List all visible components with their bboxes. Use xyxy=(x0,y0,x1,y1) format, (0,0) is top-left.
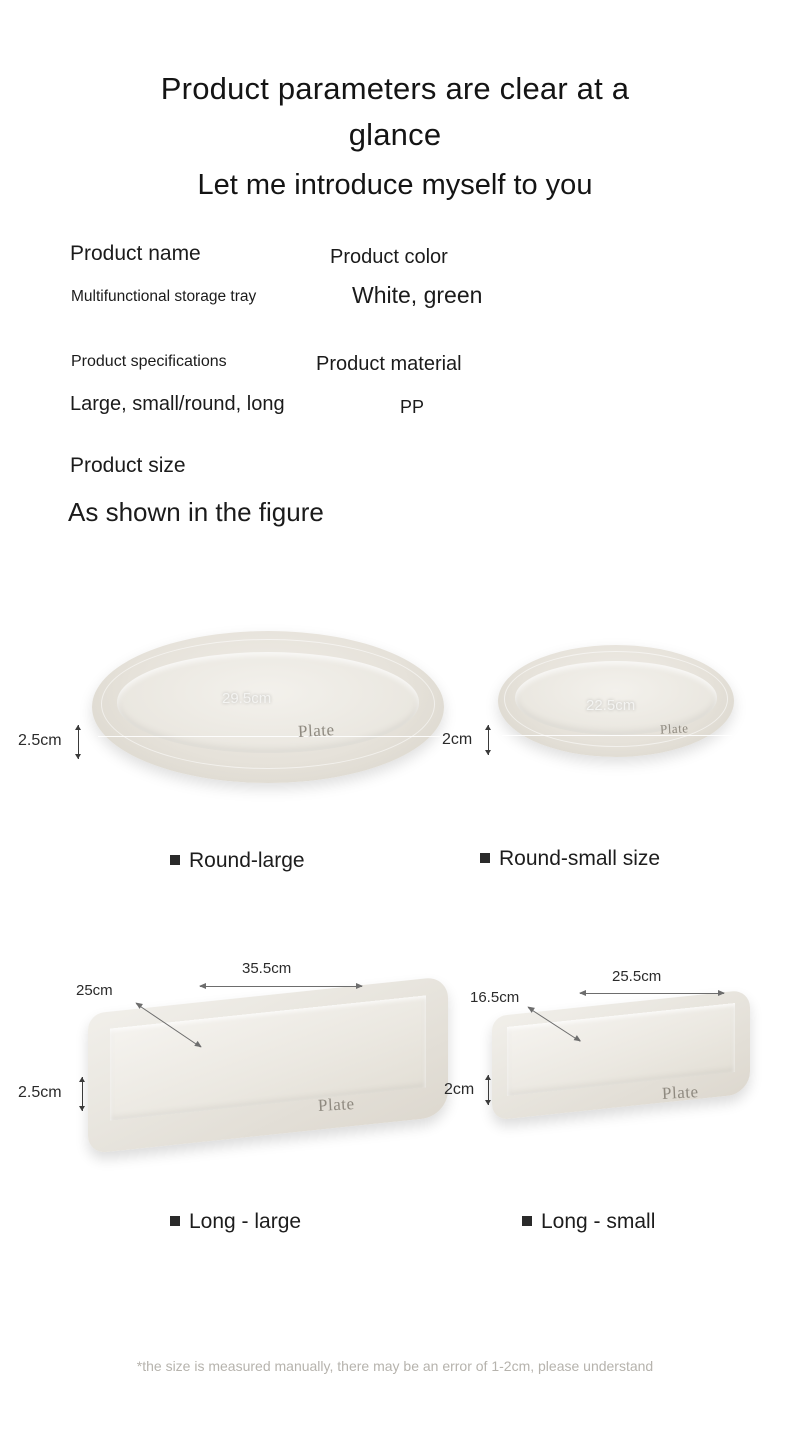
caption-round-small-text: Round-small size xyxy=(499,847,661,870)
round-large-diameter-line xyxy=(98,736,440,737)
round-small-brand-mark: Plate xyxy=(659,720,689,737)
caption-round-large-text: Round-large xyxy=(189,849,305,872)
spec-list xyxy=(0,232,790,532)
long-large-height-label: 2.5cm xyxy=(18,1084,62,1101)
figure-group xyxy=(0,585,790,1285)
figure-round-large xyxy=(18,605,460,835)
long-large-brand-mark: Plate xyxy=(317,1094,355,1115)
bullet-square-icon xyxy=(170,855,180,865)
round-large-plate-illustration xyxy=(92,631,444,783)
spec-value-product-size: As shown in the figure xyxy=(68,497,324,527)
long-small-length-label: 25.5cm xyxy=(612,968,662,985)
round-large-height-arrow xyxy=(78,725,79,759)
measurement-disclaimer: *the size is measured manually, there may be an error of 1-2cm, please understand xyxy=(136,1358,654,1374)
long-large-length-arrow xyxy=(200,986,362,987)
round-small-height-label: 2cm xyxy=(442,731,473,748)
bullet-square-icon xyxy=(170,1216,180,1226)
round-small-height-arrow xyxy=(488,725,489,755)
spec-label-product-name: Product name xyxy=(70,242,201,265)
long-large-length-label: 35.5cm xyxy=(242,960,292,977)
round-large-diameter-label: 29.5cm xyxy=(222,690,272,707)
spec-label-product-color: Product color xyxy=(330,246,448,268)
spec-value-product-material: PP xyxy=(400,397,425,417)
spec-value-product-color: White, green xyxy=(352,282,483,308)
long-small-height-arrow xyxy=(488,1075,489,1105)
spec-value-product-specifications: Large, small/round, long xyxy=(70,393,285,415)
long-small-brand-mark: Plate xyxy=(661,1082,699,1103)
long-large-inner-face xyxy=(110,995,427,1121)
spec-label-product-material: Product material xyxy=(316,353,462,375)
spec-label-product-specifications: Product specifications xyxy=(71,353,227,370)
long-large-height-arrow xyxy=(82,1077,83,1111)
long-large-width-label: 25cm xyxy=(76,982,113,999)
long-small-length-arrow xyxy=(580,993,724,994)
round-small-diameter-label: 22.5cm xyxy=(586,697,636,714)
caption-round-small xyxy=(480,847,660,871)
figure-long-small xyxy=(444,965,780,1175)
spec-value-product-name: Multifunctional storage tray xyxy=(71,288,257,305)
spec-label-product-size: Product size xyxy=(70,454,186,477)
round-small-diameter-line xyxy=(502,735,732,736)
caption-round-large xyxy=(170,849,305,873)
bullet-square-icon xyxy=(480,853,490,863)
page-title-line2: glance xyxy=(348,117,442,152)
caption-long-small-text: Long - small xyxy=(541,1210,656,1233)
figure-round-small xyxy=(442,605,770,835)
figure-long-large xyxy=(18,955,470,1175)
long-small-height-label: 2cm xyxy=(444,1081,475,1098)
page-title xyxy=(0,66,790,158)
long-small-width-label: 16.5cm xyxy=(470,989,520,1006)
caption-long-large xyxy=(170,1210,301,1234)
round-large-height-label: 2.5cm xyxy=(18,732,62,749)
page-title-line1: Product parameters are clear at a xyxy=(160,71,630,106)
round-large-brand-mark: Plate xyxy=(297,720,335,741)
bullet-square-icon xyxy=(522,1216,532,1226)
caption-long-small xyxy=(522,1210,655,1234)
caption-long-large-text: Long - large xyxy=(189,1210,302,1233)
page-subtitle: Let me introduce myself to you xyxy=(197,169,593,201)
